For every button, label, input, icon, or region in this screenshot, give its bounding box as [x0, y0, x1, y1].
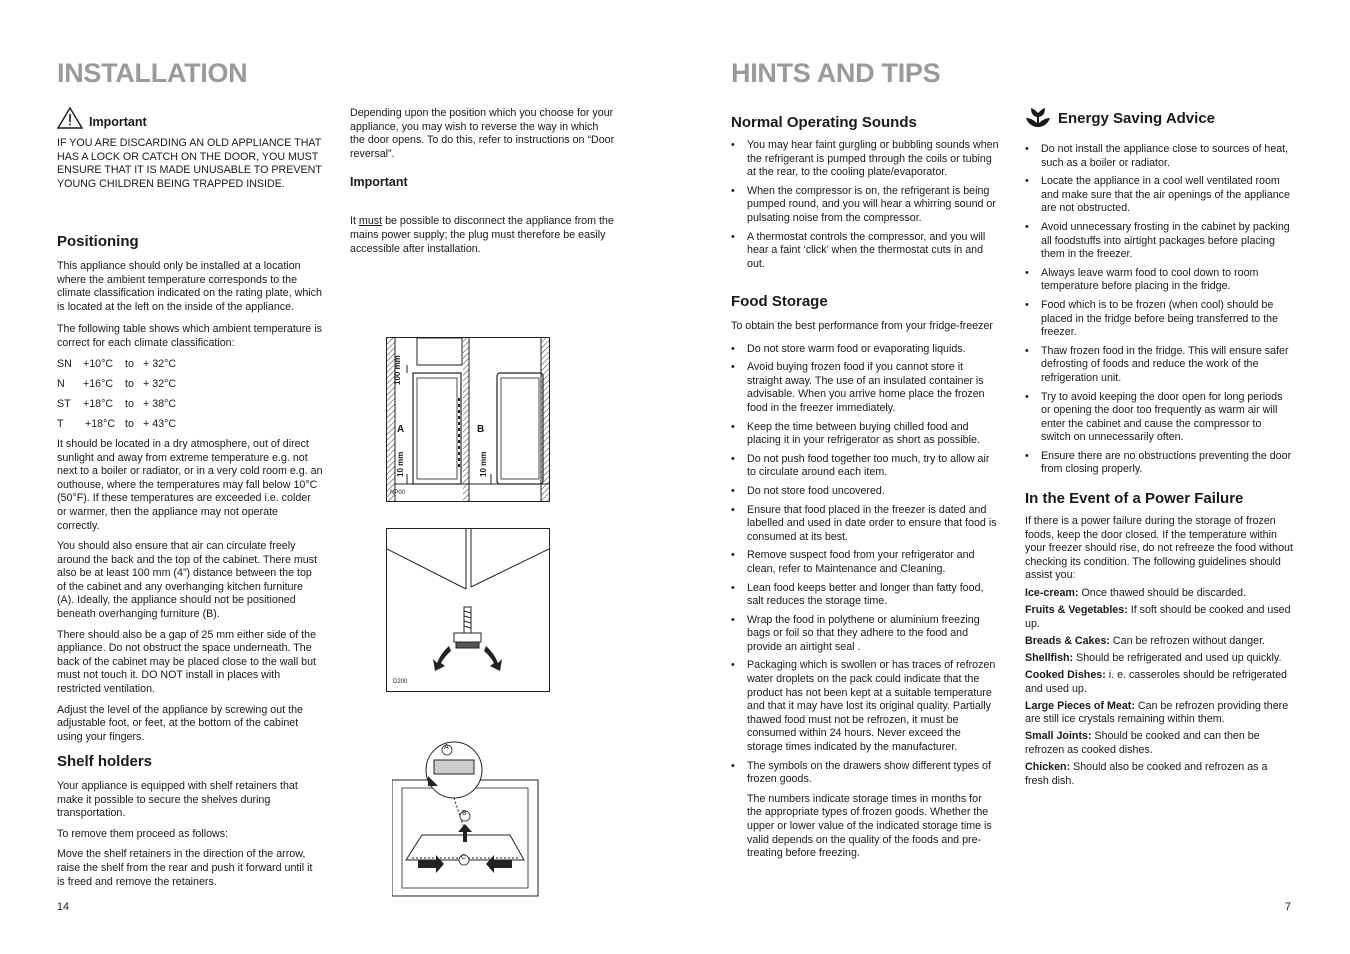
- page-number-right: 7: [1285, 901, 1291, 913]
- shelf-retainer-figure: [392, 740, 540, 898]
- shelf-holders-section: [57, 753, 323, 896]
- food-after: The numbers indicate storage times in months for the appropriate types of frozen goods. Whether the upper or lower value of the indicated storage time is valid depends on the quality of the foods and pre-treating before freezing.: [747, 792, 992, 860]
- figure-code: D200: [393, 679, 408, 685]
- positioning-p4: You should also ensure that air can circulate freely around the back and the top of the cabinet. There must also be at least 100 mm (4”) distance between the top of the cabinet and any overhanging kitchen furniture (A). Ideally, the appliance should not be positioned beneath overhanging furniture (B).: [57, 540, 318, 621]
- list-item: • Food which is to be frozen (when cool) should be placed in the fridge before being transferred to the freezer.: [1025, 299, 1293, 340]
- power-intro: If there is a power failure during the storage of frozen foods, keep the door closed. If the temperature within your freezer should rise, do not refreeze the food without checking its condition. The following guidelines should assist you:: [1025, 515, 1293, 582]
- label-a: A: [397, 424, 405, 435]
- col2-p2: It must be possible to disconnect the appliance from the mains power supply; the plug must therefore be easily accessible after installation.: [350, 215, 614, 255]
- positioning-p5: There should also be a gap of 25 mm either side of the appliance. Do not obstruct the space underneath. The back of the cabinet may be placed close to the wall but must not touch it. DO NOT install in places with restricted ventilation.: [57, 628, 317, 696]
- leaf-tulip-icon: [1025, 105, 1051, 131]
- guideline-row: Fruits & Vegetables: If soft should be cooked and used up.: [1025, 604, 1291, 630]
- dim-10mm-b: 10 mm: [479, 451, 488, 477]
- guideline-row: Breads & Cakes: Can be refrozen without danger.: [1025, 634, 1266, 647]
- climate-row: N +16°C to + 32°C: [57, 377, 177, 390]
- climate-row: T +18°C to + 43°C: [57, 417, 177, 430]
- list-item: • A thermostat controls the compressor, and you will hear a faint ‘click’ when the thermostat cuts in and out.: [731, 231, 999, 272]
- list-item: • Remove suspect food from your refrigerator and clean, refer to Maintenance and Cleaning.: [731, 549, 999, 576]
- shelf-p3: Move the shelf retainers in the direction of the arrow, raise the shelf from the rear and push it forward until it is freed and remove the retainers.: [57, 848, 313, 888]
- guideline-row: Shellfish: Should be refrigerated and used up quickly.: [1025, 651, 1282, 664]
- guideline-row: Ice-cream: Once thawed should be discarded.: [1025, 586, 1247, 599]
- guideline-row: Large Pieces of Meat: Can be refrozen providing there are still ice crystals remaining within them.: [1025, 699, 1289, 726]
- guideline-row: Chicken: Should also be cooked and refrozen as a fresh dish.: [1025, 761, 1268, 787]
- list-item: • Lean food keeps better and longer than fatty food, salt reduces the storage time.: [731, 582, 999, 609]
- hints-tips-title: HINTS AND TIPS: [731, 58, 941, 88]
- label-b: B: [462, 810, 467, 817]
- operating-sounds-section: [731, 114, 999, 276]
- positioning-p3: It should be located in a dry atmosphere, out of direct sunlight and away from extreme temperature e.g. not next to a boiler or radiator, or in a very cold room e.g. an outhouse, where the temperatures may fall below 10°C (50°F). If these temperatures are exceeded i.e. colder or warmer, then the appliance may not operate correctly.: [57, 437, 323, 532]
- power-failure-section: [1025, 490, 1293, 792]
- list-item: • Thaw frozen food in the fridge. This will ensure safer defrosting of foods and reduce the work of the refrigeration unit.: [1025, 345, 1293, 386]
- sounds-heading: Normal Operating Sounds: [731, 114, 917, 131]
- power-heading: In the Event of a Power Failure: [1025, 490, 1244, 507]
- label-c: C: [461, 854, 467, 861]
- energy-heading: Energy Saving Advice: [1058, 109, 1216, 127]
- list-item: • The symbols on the drawers show different types of frozen goods.: [731, 760, 999, 787]
- food-intro: To obtain the best performance from your fridge-freezer: [731, 320, 993, 332]
- important-text: IF YOU ARE DISCARDING AN OLD APPLIANCE THAT HAS A LOCK OR CATCH ON THE DOOR, YOU MUST ENSURE THAT IT IS MADE UNUSABLE TO PREVENT YOUNG CHILDREN BEING TRAPPED INSIDE.: [57, 137, 322, 190]
- installation-title: INSTALLATION: [57, 58, 248, 88]
- climate-table: [57, 358, 323, 432]
- positioning-section: [57, 233, 323, 751]
- list-item: • Do not push food together too much, try to allow air to circulate around each item.: [731, 453, 999, 480]
- climate-row: ST +18°C to + 38°C: [57, 397, 177, 410]
- climate-row: SN +10°C to + 32°C: [57, 357, 177, 370]
- energy-saving-section: [1025, 105, 1293, 482]
- positioning-heading: Positioning: [57, 233, 139, 250]
- page-number-left: 14: [57, 901, 69, 913]
- list-item: • Ensure there are no obstructions preventing the door from closing properly.: [1025, 450, 1293, 477]
- label-a: A: [444, 744, 449, 751]
- list-item: • You may hear faint gurgling or bubbling sounds when the refrigerant is pumped through the coils or tubing at the rear, to the cooling plate/evaporator.: [731, 139, 999, 180]
- shelf-p1: Your appliance is equipped with shelf retainers that make it possible to secure the shelves during transportation.: [57, 780, 298, 820]
- col2-p1: Depending upon the position which you choose for your appliance, you may wish to reverse the way in which the door opens. To do this, refer to instructions on “Door reversal”.: [350, 107, 615, 160]
- list-item: • Do not install the appliance close to sources of heat, such as a boiler or radiator.: [1025, 143, 1293, 170]
- label-b: B: [477, 424, 485, 435]
- door-reversal-note: [350, 107, 616, 263]
- list-item: • Do not store food uncovered.: [731, 485, 999, 499]
- list-item: • Keep the time between buying chilled food and placing it in your refrigerator as short as possible.: [731, 421, 999, 448]
- list-item: • Ensure that food placed in the freezer is dated and labelled and used in date order to ensure that food is consumed at its best.: [731, 504, 999, 545]
- shelf-p2: To remove them proceed as follows:: [57, 827, 229, 840]
- warning-triangle-icon: [57, 107, 83, 129]
- col2-important-label: Important: [350, 175, 408, 190]
- food-storage-section: [731, 293, 999, 868]
- shelf-heading: Shelf holders: [57, 753, 153, 770]
- list-item: • Locate the appliance in a cool well ventilated room and make sure that the air openings of the appliance are not obstructed.: [1025, 175, 1293, 216]
- positioning-p1: This appliance should only be installed at a location where the ambient temperature corresponds to the climate classification indicated on the rating plate, which is located at the left on the inside of the appliance.: [57, 260, 322, 313]
- positioning-p6: Adjust the level of the appliance by screwing out the adjustable foot, or feet, at the bottom of the cabinet using your fingers.: [57, 703, 303, 743]
- list-item: • When the compressor is on, the refrigerant is being pumped round, and you will hear a whirring sound or pulsating noise from the compressor.: [731, 185, 999, 226]
- list-item: • Avoid buying frozen food if you cannot store it straight away. The use of an insulated container is advisable. When you arrive home place the frozen food in the freezer immediately.: [731, 361, 999, 415]
- important-notice: [57, 107, 327, 198]
- list-item: • Always leave warm food to cool down to room temperature before placing in the fridge.: [1025, 267, 1293, 294]
- food-list: [731, 343, 999, 787]
- list-item: • Try to avoid keeping the door open for long periods or opening the door too frequently as warm air will enter the cabinet and cause the compressor to switch on unnecessarily often.: [1025, 391, 1293, 445]
- list-item: • Avoid unnecessary frosting in the cabinet by packing all foodstuffs into airtight packages before placing them in the freezer.: [1025, 221, 1293, 262]
- adjustable-foot-figure: [386, 528, 550, 692]
- dim-100mm: 100 mm: [393, 355, 402, 385]
- figure-code: NP00: [390, 490, 406, 496]
- guideline-row: Cooked Dishes: i. e. casseroles should be refrigerated and used up.: [1025, 668, 1287, 695]
- important-label: Important: [89, 115, 147, 129]
- guideline-row: Small Joints: Should be cooked and can then be refrozen as cooked dishes.: [1025, 730, 1260, 756]
- clearance-figure: [386, 337, 550, 502]
- food-heading: Food Storage: [731, 293, 828, 310]
- list-item: • Packaging which is swollen or has traces of refrozen water droplets on the pack could indicate that the product has not been kept at a suitable temperature and that it may have lost its original quality. Partially thawed food must not be refrozen, it must be consumed within 24 hours. Never exceed the storage times indicated by the manufacturer.: [731, 659, 999, 754]
- positioning-p2: The following table shows which ambient temperature is correct for each climate classification:: [57, 323, 322, 349]
- sounds-list: [731, 139, 999, 271]
- list-item: • Wrap the food in polythene or aluminium freezing bags or foil so that they adhere to the food and provide an airtight seal .: [731, 614, 999, 655]
- dim-10mm-a: 10 mm: [396, 451, 405, 477]
- energy-list: [1025, 143, 1293, 477]
- list-item: • Do not store warm food or evaporating liquids.: [731, 343, 999, 357]
